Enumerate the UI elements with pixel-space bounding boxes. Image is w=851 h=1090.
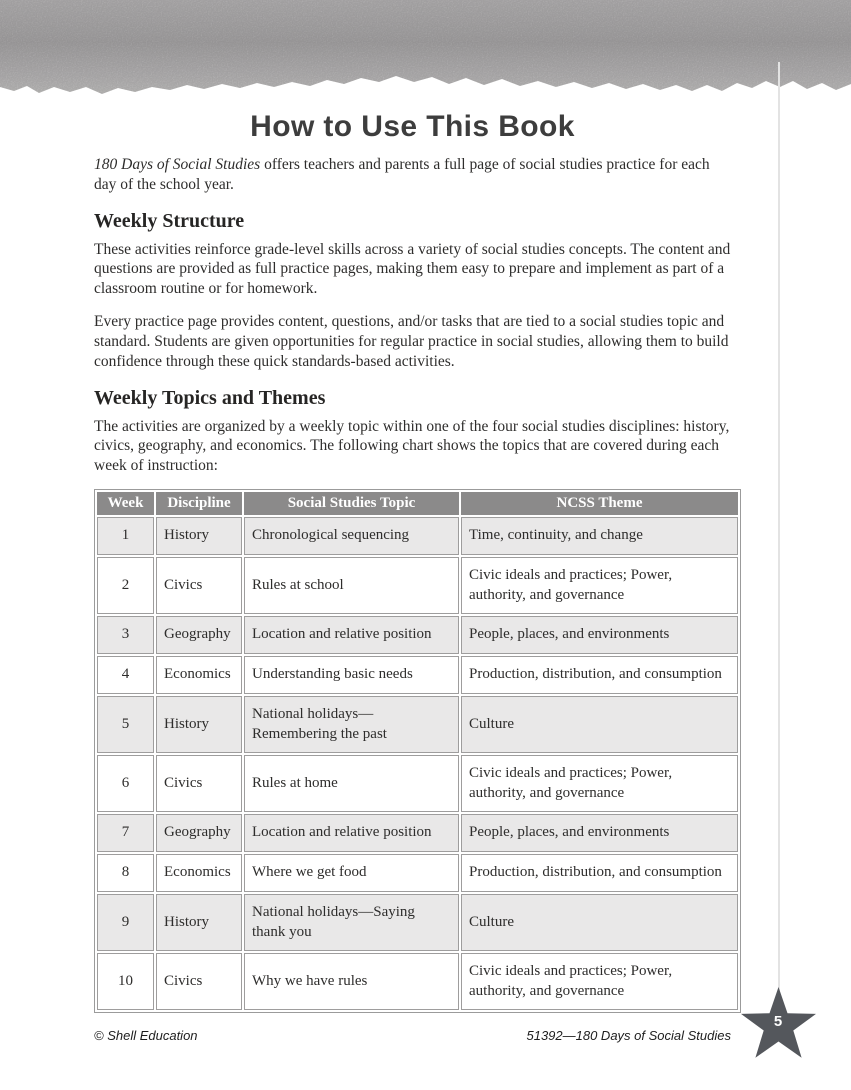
- cell-week: 7: [97, 814, 154, 852]
- cell-theme: Culture: [461, 696, 738, 753]
- cell-discipline: History: [156, 894, 242, 951]
- section-heading-weekly-structure: Weekly Structure: [94, 209, 245, 232]
- cell-theme: Production, distribution, and consumption: [461, 854, 738, 892]
- cell-discipline: Geography: [156, 814, 242, 852]
- cell-theme: Civic ideals and practices; Power, authority, and governance: [461, 953, 738, 1010]
- torn-paper-band: [0, 0, 851, 100]
- weekly-structure-paragraph-1: These activities reinforce grade-level skills across a variety of social studies concepts. The content and questions are provided as full practice pages, making them easy to prepare and implement as part of a classroom routine or for homework.: [94, 240, 731, 298]
- col-header-discipline: Discipline: [156, 492, 242, 515]
- table-header-row: [97, 492, 738, 515]
- cell-discipline: History: [156, 696, 242, 753]
- cell-discipline: Economics: [156, 854, 242, 892]
- page-number-star: [740, 987, 817, 1062]
- cell-theme: People, places, and environments: [461, 814, 738, 852]
- cell-topic: National holidays—Remembering the past: [244, 696, 459, 753]
- cell-week: 1: [97, 517, 154, 555]
- cell-discipline: Geography: [156, 616, 242, 654]
- cell-week: 10: [97, 953, 154, 1010]
- table-row: [97, 755, 738, 812]
- right-vertical-rule: [778, 62, 780, 994]
- cell-week: 4: [97, 656, 154, 694]
- footer-copyright: © Shell Education: [94, 1028, 198, 1043]
- cell-theme: Time, continuity, and change: [461, 517, 738, 555]
- section-heading-weekly-topics: Weekly Topics and Themes: [94, 386, 326, 409]
- cell-discipline: Civics: [156, 755, 242, 812]
- weekly-structure-paragraph-2: Every practice page provides content, questions, and/or tasks that are tied to a social studies topic and standard. Students are given opportunities for regular practice in social studies, allowing them to build confidence through these quick standards-based activities.: [94, 313, 729, 370]
- cell-theme: Civic ideals and practices; Power, authority, and governance: [461, 755, 738, 812]
- intro-text: offers teachers and parents a full page of social studies practice for each day of the school year.: [94, 156, 710, 193]
- table-row: [97, 814, 738, 852]
- topics-table-container: [94, 489, 731, 1013]
- cell-discipline: Civics: [156, 557, 242, 614]
- cell-topic: Location and relative position: [244, 814, 459, 852]
- cell-discipline: Civics: [156, 953, 242, 1010]
- table-row: [97, 953, 738, 1010]
- cell-theme: Production, distribution, and consumption: [461, 656, 738, 694]
- col-header-theme: NCSS Theme: [461, 492, 738, 515]
- footer-book-id: 51392—180 Days of Social Studies: [526, 1028, 731, 1043]
- cell-week: 8: [97, 854, 154, 892]
- cell-topic: Rules at home: [244, 755, 459, 812]
- cell-theme: Civic ideals and practices; Power, authority, and governance: [461, 557, 738, 614]
- intro-paragraph: [94, 155, 731, 195]
- cell-discipline: Economics: [156, 656, 242, 694]
- table-row: [97, 517, 738, 555]
- page-title: How to Use This Book: [250, 110, 575, 143]
- page-number: 5: [773, 1012, 783, 1030]
- cell-week: 3: [97, 616, 154, 654]
- page-footer: [94, 1028, 731, 1043]
- table-row: [97, 656, 738, 694]
- page-content: [94, 110, 731, 1013]
- table-row: [97, 894, 738, 951]
- cell-topic: Chronological sequencing: [244, 517, 459, 555]
- col-header-topic: Social Studies Topic: [244, 492, 459, 515]
- col-header-week: Week: [97, 492, 154, 515]
- cell-week: 6: [97, 755, 154, 812]
- cell-theme: People, places, and environments: [461, 616, 738, 654]
- table-row: [97, 854, 738, 892]
- torn-paper-edge: [0, 0, 851, 100]
- cell-week: 5: [97, 696, 154, 753]
- table-row: [97, 696, 738, 753]
- table-row: [97, 557, 738, 614]
- table-row: [97, 616, 738, 654]
- book-title-italic: 180 Days of Social Studies: [94, 156, 261, 173]
- cell-theme: Culture: [461, 894, 738, 951]
- cell-topic: Where we get food: [244, 854, 459, 892]
- cell-topic: Why we have rules: [244, 953, 459, 1010]
- cell-topic: Rules at school: [244, 557, 459, 614]
- topics-table: [94, 489, 741, 1013]
- cell-week: 9: [97, 894, 154, 951]
- cell-discipline: History: [156, 517, 242, 555]
- weekly-topics-paragraph: The activities are organized by a weekly topic within one of the four social studies disciplines: history, civics, geography, and economics. The following chart shows the topics that are covered during each week of instruction:: [94, 417, 730, 475]
- cell-topic: National holidays—Saying thank you: [244, 894, 459, 951]
- cell-week: 2: [97, 557, 154, 614]
- cell-topic: Location and relative position: [244, 616, 459, 654]
- cell-topic: Understanding basic needs: [244, 656, 459, 694]
